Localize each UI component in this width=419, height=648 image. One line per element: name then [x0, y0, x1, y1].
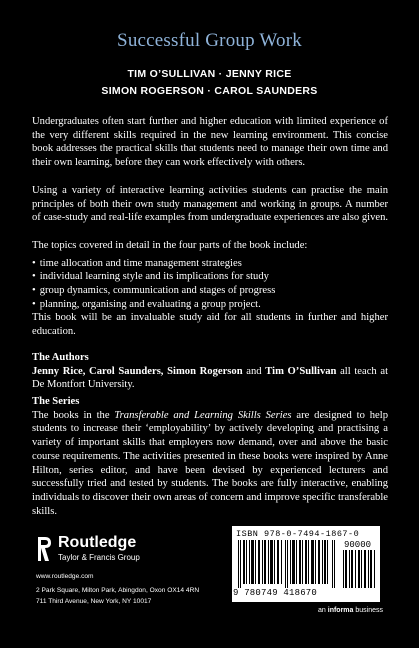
series-text: The books in the Transferable and Learning Skills Series are designed to help students to increase their ‘employability’ by actively developing and practising a variety of important skills that employers now demand, over and above the basic course requirements. The activities presented in these books were inspired by Anne Hilton, series editor, and have been devised by experienced lecturers and successfully tried and tested by students. The books are fully interactive, enabling individuals to discover their own areas of concern and improve specific transferable skills.	[32, 409, 388, 517]
barcode	[232, 526, 380, 602]
informa-tagline: an informa business	[318, 607, 383, 614]
topics-block	[32, 239, 388, 312]
publisher-website: www.routledge.com	[36, 573, 94, 580]
publisher-address-uk: 2 Park Square, Milton Park, Abingdon, Oxon OX14 4RN	[36, 587, 200, 594]
isbn-text: ISBN 978-0-7494-1867-0	[236, 529, 360, 539]
publisher-group: Taylor & Francis Group	[58, 553, 140, 562]
series-heading: The Series	[32, 396, 80, 407]
publisher-name: Routledge	[58, 534, 137, 551]
blurb-paragraph-1: Undergraduates often start further and higher education with limited experience of the very different skills required in the new learning environment. This concise book addresses the practical skills that students need to manage their own time and their own learning, before they can work effectively with others.	[32, 116, 388, 169]
authors-section	[32, 351, 388, 392]
publisher-address-us: 711 Third Avenue, New York, NY 10017	[36, 598, 152, 605]
blurb-paragraph-2: Using a variety of interactive learning activities students can practise the main principles of both their own study management and working in groups. A number of case-study and real-life examples from undergraduate experiences are also given.	[32, 185, 389, 224]
ean-digits: 9 780749 418670	[233, 588, 318, 598]
price-code: 90000	[344, 540, 372, 550]
addon-barcode-icon	[343, 550, 377, 588]
book-title: Successful Group Work	[117, 30, 302, 51]
authors-heading: The Authors	[32, 352, 89, 363]
authors-line-2: SIMON ROGERSON · CAROL SAUNDERS	[101, 85, 318, 97]
list-item: • planning, organising and evaluating a group project.	[32, 298, 388, 312]
authors-text: Jenny Rice, Carol Saunders, Simon Rogerson and Tim O’Sullivan all teach at De Montfort University.	[32, 365, 389, 391]
list-item: • time allocation and time management strategies	[32, 257, 388, 271]
series-section	[32, 395, 388, 518]
ean-barcode-icon	[238, 540, 338, 588]
topics-list	[32, 257, 388, 312]
list-item: • individual learning style and its implications for study	[32, 270, 388, 284]
routledge-r-logo-icon	[36, 536, 52, 562]
list-item: • group dynamics, communication and stages of progress	[32, 284, 388, 298]
authors-line-1: TIM O’SULLIVAN · JENNY RICE	[127, 68, 292, 80]
blurb-paragraph-3: This book will be an invaluable study aid for all students in further and higher education.	[32, 312, 388, 337]
topics-intro: The topics covered in detail in the four parts of the book include:	[32, 240, 308, 251]
